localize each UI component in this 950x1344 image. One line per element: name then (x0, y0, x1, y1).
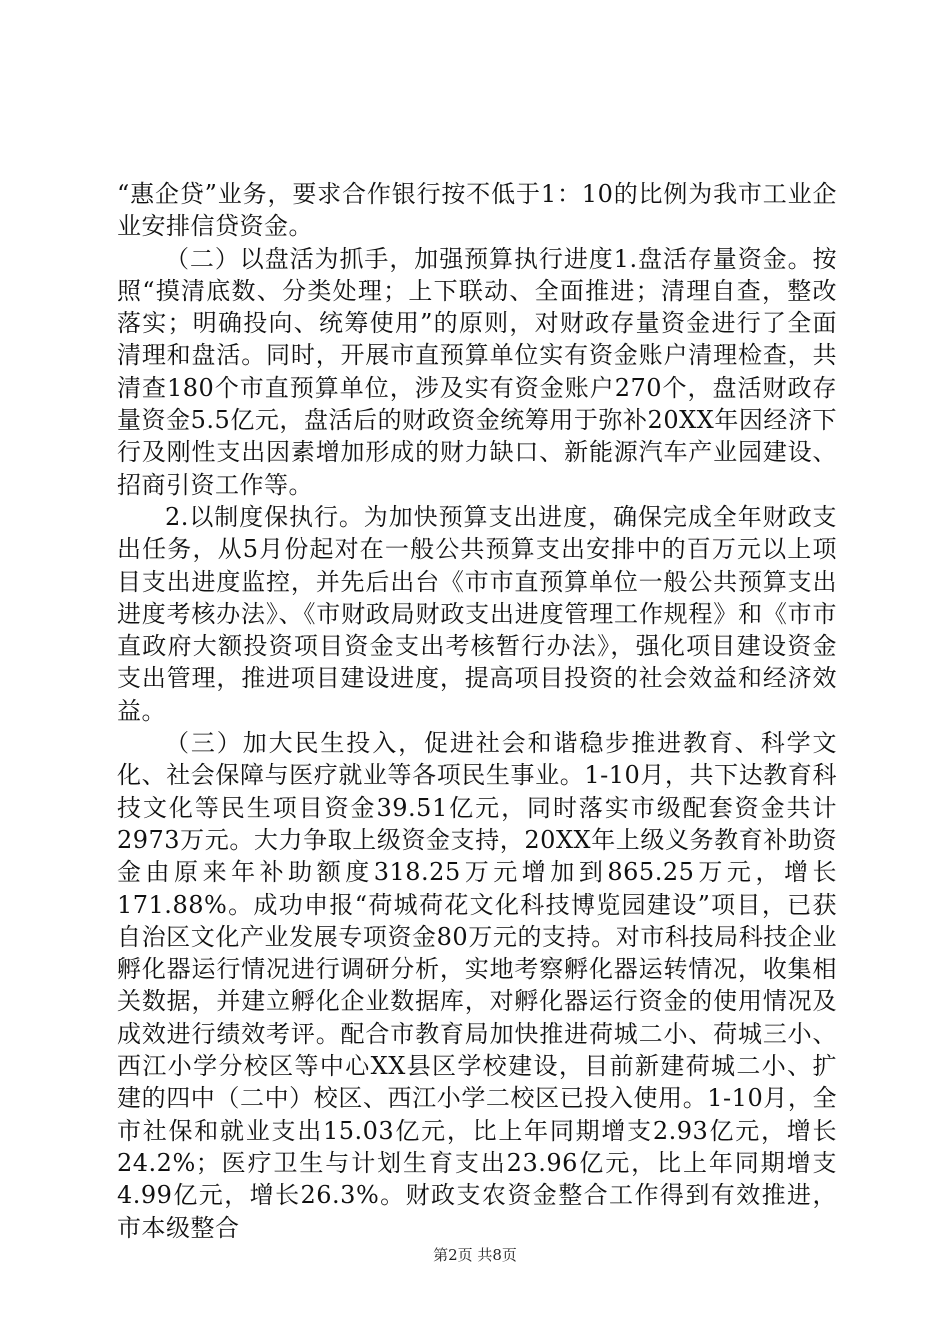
paragraph-continuation: “惠企贷”业务，要求合作银行按不低于1：10的比例为我市工业企业安排信贷资金。 (117, 180, 837, 241)
paragraph-section-two: （二）以盘活为抓手，加强预算执行进度1.盘活存量资金。按照“摸清底数、分类处理；上下联动、全面推进；清理自查，整改落实；明确投向、统筹使用”的原则，对财政存量资金进行了全面清理和盘活。同时，开展市直预算单位实有资金账户清理检查，共清查180个市直预算单位，涉及实有资金账户270个，盘活财政存量资金5.5亿元，盘活后的财政资金统筹用于弥补20XX年因经济下行及刚性支出因素增加形成的财力缺口、新能源汽车产业园建设、招商引资工作等。 (117, 244, 837, 499)
paragraph-item-two: 2.以制度保执行。为加快预算支出进度，确保完成全年财政支出任务，从5月份起对在一般公共预算支出安排中的百万元以上项目支出进度监控，并先后出台《市市直预算单位一般公共预算支出进度考核办法》、《市财政局财政支出进度管理工作规程》和《市市直政府大额投资项目资金支出考核暂行办法》，强化项目建设资金支出管理，推进项目建设进度，提高项目投资的社会效益和经济效益。 (117, 502, 837, 725)
document-body (117, 178, 837, 1244)
page-number-footer: 第2页 共8页 (433, 1246, 517, 1264)
paragraph-section-three: （三）加大民生投入，促进社会和谐稳步推进教育、科学文化、社会保障与医疗就业等各项民生事业。1-10月，共下达教育科技文化等民生项目资金39.51亿元，同时落实市级配套资金共计2973万元。大力争取上级资金支持，20XX年上级义务教育补助资金由原来年补助额度318.25万元增加到865.25万元，增长171.88%。成功申报“荷城荷花文化科技博览园建设”项目，已获自治区文化产业发展专项资金80万元的支持。对市科技局科技企业孵化器运行情况进行调研分析，实地考察孵化器运转情况，收集相关数据，并建立孵化企业数据库，对孵化器运行资金的使用情况及成效进行绩效考评。配合市教育局加快推进荷城二小、荷城三小、西江小学分校区等中心XX县区学校建设，目前新建荷城二小、扩建的四中（二中）校区、西江小学二校区已投入使用。1-10月，全市社保和就业支出15.03亿元，比上年同期增支2.93亿元，增长24.2%；医疗卫生与计划生育支出23.96亿元，比上年同期增支4.99亿元，增长26.3%。财政支农资金整合工作得到有效推进，市本级整合 (117, 729, 837, 1242)
